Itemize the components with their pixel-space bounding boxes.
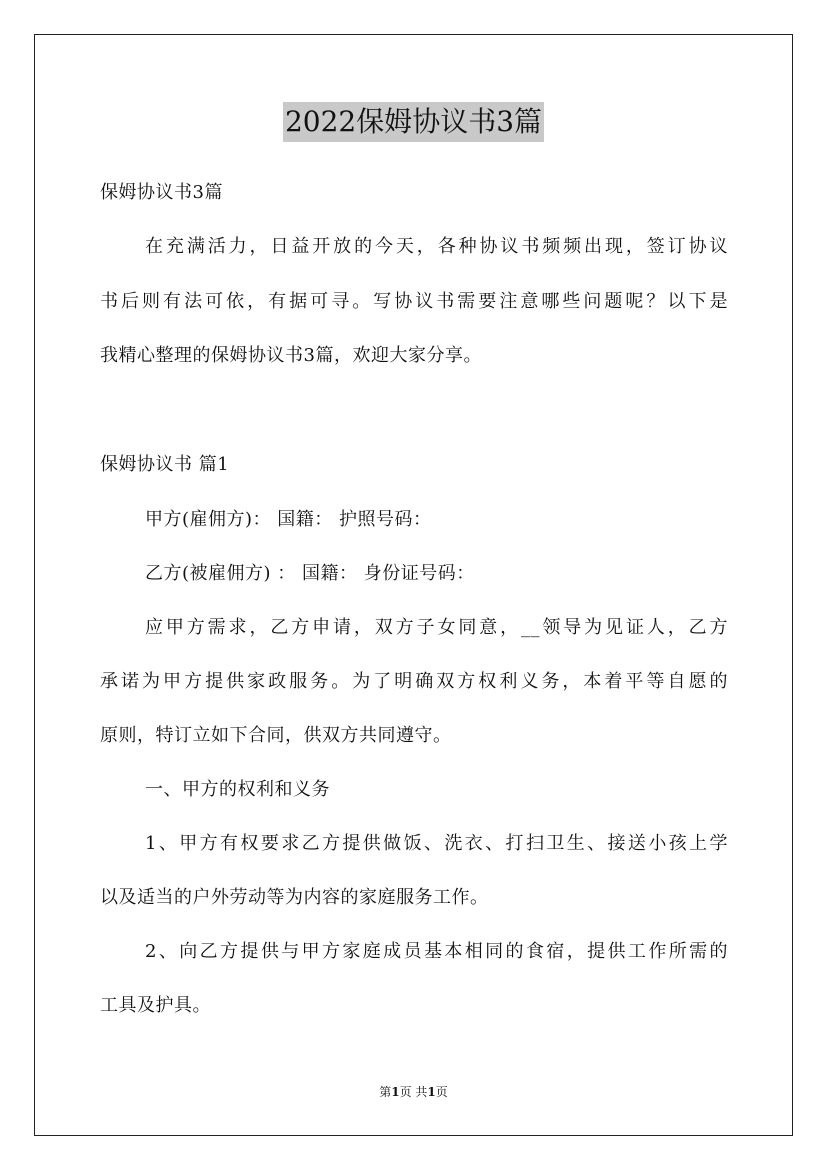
party-a-line: 甲方(雇佣方)： 国籍： 护照号码： (145, 509, 432, 530)
intro-line-2: 书后则有法可依，有据可寻。写协议书需要注意哪些问题呢？以下是 (100, 291, 728, 312)
item1-line-2: 以及适当的户外劳动等为内容的家庭服务工作。 (100, 887, 489, 908)
paragraph-line-2: 承诺为甲方提供家政服务。为了明确双方权利义务，本着平等自愿的 (100, 671, 728, 692)
party-b-line: 乙方(被雇佣方) ： 国籍： 身份证号码： (145, 563, 475, 584)
footer-page-total: 1 (427, 1085, 436, 1099)
title-container (0, 102, 827, 142)
document-title: 2022保姆协议书3篇 (283, 102, 544, 142)
footer-page-number: 1 (391, 1085, 400, 1099)
clause-heading: 一、甲方的权利和义务 (145, 779, 330, 800)
footer-page-suffix: 页 (435, 1085, 448, 1099)
footer-page-mid: 页 共 (399, 1085, 428, 1099)
paragraph-line-3: 原则，特订立如下合同，供双方共同遵守。 (100, 725, 452, 746)
item2-line-1: 2、向乙方提供与甲方家庭成员基本相同的食宿，提供工作所需的 (145, 941, 728, 962)
paragraph-line-1: 应甲方需求，乙方申请，双方子女同意，__领导为见证人，乙方 (145, 617, 728, 638)
document-heading: 保姆协议书3篇 (100, 182, 223, 203)
intro-line-1: 在充满活力，日益开放的今天，各种协议书频频出现，签订协议 (145, 236, 728, 257)
item2-line-2: 工具及护具。 (100, 995, 211, 1016)
intro-line-3: 我精心整理的保姆协议书3篇，欢迎大家分享。 (100, 345, 482, 366)
section-heading: 保姆协议书 篇1 (100, 454, 230, 475)
footer-page-prefix: 第 (379, 1085, 392, 1099)
item1-line-1: 1、甲方有权要求乙方提供做饭、洗衣、打扫卫生、接送小孩上学 (145, 833, 728, 854)
page-footer (0, 1083, 827, 1101)
